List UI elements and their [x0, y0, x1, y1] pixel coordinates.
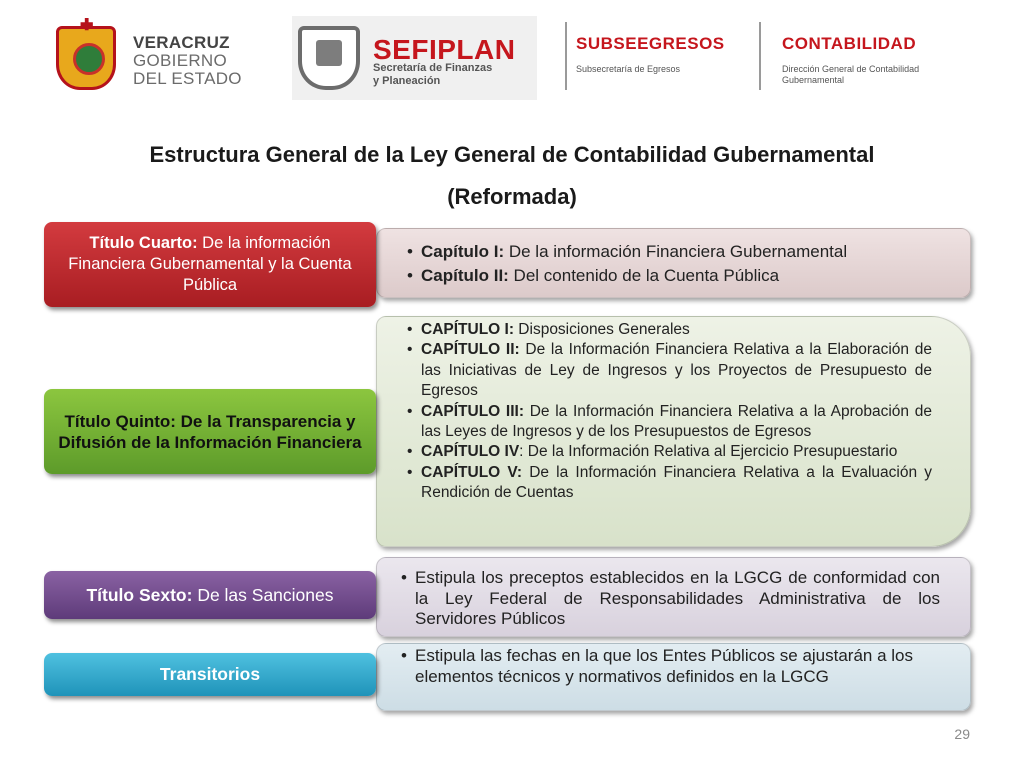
sefiplan-sub1: Secretaría de Finanzas	[373, 62, 493, 74]
titulo-sexto-box	[44, 571, 376, 619]
titulo-cuarto-text	[56, 233, 364, 296]
cross-icon: ✚	[80, 17, 94, 34]
chapter-label: Capítulo I:	[421, 242, 505, 261]
cuarto-content	[376, 228, 971, 298]
chapter-label: CAPÍTULO II:	[421, 341, 520, 359]
list-item	[403, 264, 956, 288]
contabilidad-sub2: Gubernamental	[782, 75, 845, 85]
header-divider	[759, 22, 761, 90]
subsegresos-title: SUBSEEGRESOS	[576, 34, 725, 53]
chapter-label: CAPÍTULO V:	[421, 463, 523, 481]
list-item	[403, 463, 932, 504]
sefiplan-sub2: y Planeación	[373, 75, 441, 87]
list-item	[397, 568, 940, 630]
chapter-text: De la información Financiera Gubernamental	[504, 242, 848, 261]
titulo-quinto-text: Título Quinto: De la Transparencia y Difusión de la Información Financiera	[58, 411, 362, 452]
chapter-text: De la Información Financiera Relativa a la Elaboración de las Iniciativas de Ley de Ingresos y los Proyectos de Presupuesto de Egresos	[421, 341, 932, 400]
list-item	[397, 646, 940, 687]
transitorios-title: Transitorios	[159, 664, 261, 684]
transitorios-box	[44, 653, 376, 696]
sefiplan-name: SEFIPLAN	[373, 34, 516, 65]
contabilidad-subtitle	[782, 64, 919, 86]
veracruz-shield-icon	[56, 26, 116, 90]
sefiplan-shield-icon	[298, 26, 360, 90]
veracruz-line1: VERACRUZ	[133, 33, 230, 52]
cuarto-list	[403, 240, 956, 288]
list-item	[403, 240, 956, 264]
titulo-sexto-label: Título Sexto:	[86, 584, 193, 605]
chapter-text: De la Información Financiera Relativa a la Evaluación y Rendición de Cuentas	[421, 463, 932, 502]
quinto-content	[376, 316, 971, 547]
chapter-text: Del contenido de la Cuenta Pública	[508, 266, 780, 285]
veracruz-line3: DEL ESTADO	[133, 69, 242, 88]
chapter-label: CAPÍTULO III:	[421, 402, 524, 420]
transitorios-list	[397, 646, 940, 687]
quinto-list	[403, 320, 932, 504]
chapter-label: CAPÍTULO I:	[421, 321, 514, 338]
titulo-sexto-text	[86, 585, 333, 606]
chapter-label: Capítulo II:	[421, 266, 509, 285]
list-item	[403, 402, 932, 443]
list-item	[403, 340, 932, 401]
sefiplan-subtitle	[373, 62, 492, 88]
contabilidad-sub1: Dirección General de Contabilidad	[782, 64, 920, 74]
chapter-text: Disposiciones Generales	[514, 321, 690, 338]
contabilidad-title: CONTABILIDAD	[782, 34, 917, 53]
list-item	[403, 320, 932, 340]
page-number: 29	[954, 726, 970, 742]
item-text: Estipula las fechas en la que los Entes Públicos se ajustarán a los elementos técnicos y normativos definidos en la LGCG	[415, 646, 914, 686]
titulo-quinto-box	[44, 389, 376, 474]
chapter-text: : De la Información Relativa al Ejercicio Presupuestario	[519, 443, 898, 461]
veracruz-wordmark	[133, 34, 248, 88]
subsegresos-subtitle: Subsecretaría de Egresos	[576, 64, 681, 74]
list-item	[403, 442, 932, 462]
chapter-label: CAPÍTULO IV	[421, 443, 520, 461]
chapter-text: De la Información Financiera Relativa a la Aprobación de las Leyes de Ingresos y de los Presupuestos de Egresos	[421, 402, 932, 441]
slide-subtitle: (Reformada)	[447, 184, 577, 209]
titulo-sexto-description: De las Sanciones	[192, 584, 334, 605]
titulo-cuarto-box	[44, 222, 376, 307]
header-divider	[565, 22, 567, 90]
item-text: Estipula los preceptos establecidos en la LGCG de conformidad con la Ley Federal de Responsabilidades Administrativa de los Servidores Públicos	[415, 568, 940, 628]
slide-title: Estructura General de la Ley General de Contabilidad Gubernamental	[149, 142, 875, 167]
sexto-list	[397, 568, 940, 630]
veracruz-line2: GOBIERNO	[133, 51, 228, 70]
sexto-content	[376, 557, 971, 637]
titulo-cuarto-label: Título Cuarto:	[89, 234, 198, 252]
transitorios-content	[376, 643, 971, 711]
titulo-cuarto-description: De la información Financiera Gubernamental y la Cuenta Pública	[68, 234, 352, 294]
